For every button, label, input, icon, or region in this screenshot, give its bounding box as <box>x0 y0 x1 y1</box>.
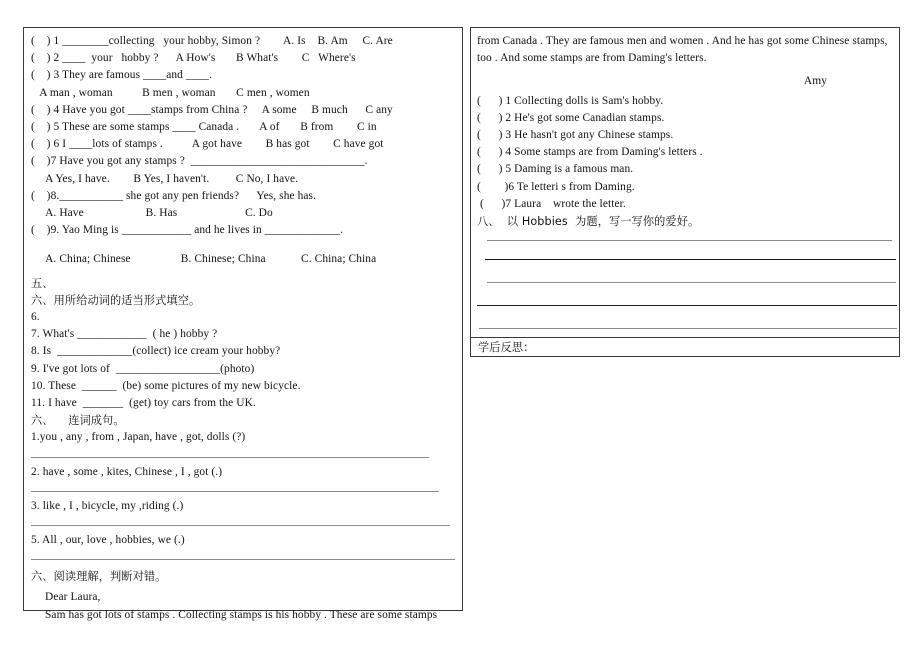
section-eight-heading: 八、 以 Hobbies 为题，写一写你的爱好。 <box>477 215 700 229</box>
word-order-item: 1.you , any , from , Japan, have , got, dolls (?) <box>31 431 246 444</box>
letter-salutation: Dear Laura, <box>45 591 101 604</box>
right-page-panel <box>470 27 900 357</box>
word-order-item: 3. like , I , bicycle, my ,riding (.) <box>31 499 184 512</box>
word-order-item: 5. All , our, love , hobbies, we (.) <box>31 534 185 547</box>
choice-item: ( ) 1 ________collecting your hobby, Simon ? A. Is B. Am C. Are <box>31 35 393 47</box>
section-six-heading: 六、用所给动词的适当形式填空。 <box>31 293 201 307</box>
letter-body-line: Sam has got lots of stamps . Collecting stamps is his hobby . These are some stamps <box>45 608 438 621</box>
choice-options: A man , woman B men , woman C men , women <box>31 86 310 99</box>
verb-form-item: 10. These ______ (be) some pictures of my new bicycle. <box>31 379 301 392</box>
true-false-item: ( ) 4 Some stamps are from Daming's letters . <box>477 146 703 159</box>
choice-item: ( )9. Yao Ming is ____________ and he lives in _____________. <box>31 224 344 237</box>
left-page-panel <box>23 27 463 621</box>
verb-form-item: 6. <box>31 311 40 324</box>
verb-form-item: 7. What's ____________ ( he ) hobby ? <box>31 328 218 341</box>
word-order-item: 2. have , some , kites, Chinese , I , got (.) <box>31 465 223 478</box>
section-word-order-heading: 六、 连词成句。 <box>31 414 125 428</box>
choice-item: ( ) 6 I ____lots of stamps . A got have B has got C have got <box>31 138 384 151</box>
section-reading-heading: 六、阅读理解，判断对错。 <box>31 570 167 584</box>
letter-signature: Amy <box>803 75 827 88</box>
verb-form-item: 11. I have _______ (get) toy cars from the UK. <box>31 397 256 410</box>
true-false-item: ( ) 3 He hasn't got any Chinese stamps. <box>477 129 674 142</box>
letter-body-line: from Canada . They are famous men and women . And he has got some Chinese stamps, <box>477 35 888 47</box>
choice-options: A. China; Chinese B. Chinese; China C. China; China <box>31 253 377 266</box>
verb-form-item: 8. Is _____________(collect) ice cream your hobby? <box>31 345 281 358</box>
letter-body-line: too . And some stamps are from Daming's letters. <box>477 52 707 65</box>
true-false-item: ( ) 2 He's got some Canadian stamps. <box>477 111 665 124</box>
choice-item: ( ) 4 Have you got ____stamps from China ? A some B much C any <box>31 103 393 116</box>
choice-item: ( )8.___________ she got any pen friends? Yes, she has. <box>31 189 317 202</box>
reflection-box <box>470 337 900 357</box>
choice-item: ( ) 2 ____ your hobby ? A How's B What's C Where's <box>31 52 356 65</box>
choice-item: ( )7 Have you got any stamps ? ______________________________. <box>31 155 368 168</box>
true-false-item: ( ) 5 Daming is a famous man. <box>477 163 634 176</box>
true-false-item: ( )7 Laura wrote the letter. <box>477 197 626 210</box>
true-false-item: ( ) 1 Collecting dolls is Sam's hobby. <box>477 94 664 107</box>
choice-item: ( ) 5 These are some stamps ____ Canada . A of B from C in <box>31 121 377 134</box>
choice-item: ( ) 3 They are famous ____and ____. <box>31 69 213 82</box>
writing-rule[interactable] <box>479 328 897 329</box>
true-false-item: ( )6 Te letteri s from Daming. <box>477 180 635 193</box>
verb-form-item: 9. I've got lots of __________________(photo) <box>31 362 255 375</box>
choice-options: A. Have B. Has C. Do <box>31 207 273 220</box>
section-five-heading: 五、 <box>31 276 54 290</box>
reflection-label: 学后反思： <box>478 341 535 354</box>
choice-options: A Yes, I have. B Yes, I haven't. C No, I have. <box>31 172 299 185</box>
